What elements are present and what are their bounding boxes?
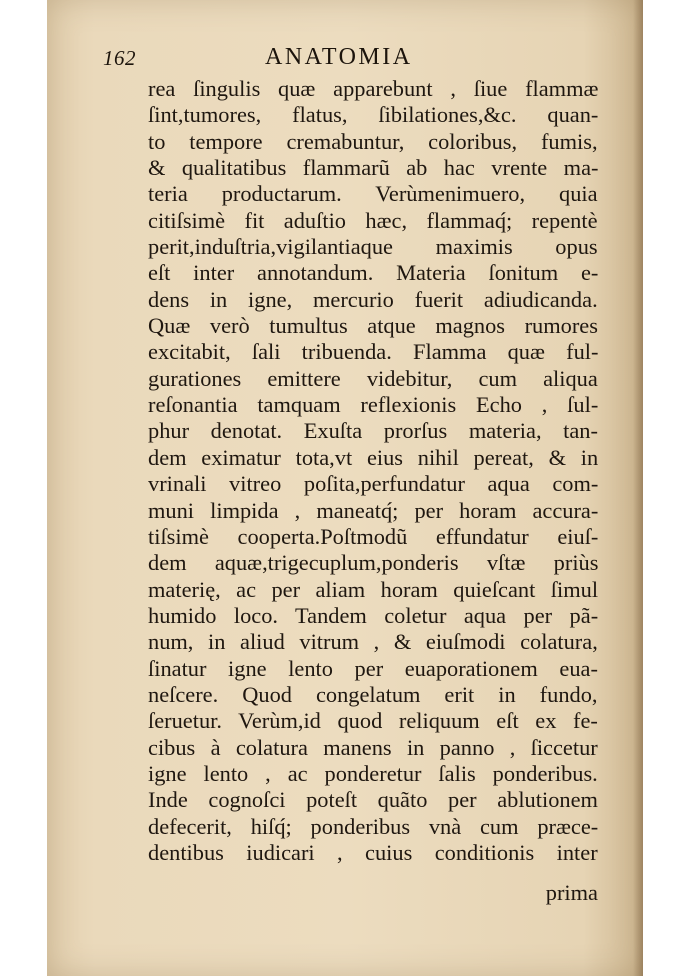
- text-line: & qualitatibus flammarũ ab hac vrente ma-: [148, 155, 599, 181]
- text-line: reſonantia tamquam reflexionis Echo , ſul-: [148, 392, 599, 418]
- text-line: ſeruetur. Verùm,id quod reliquum eſt ex fe-: [148, 708, 598, 734]
- text-line: citiſsimè fit aduſtio hæc, flammaq́; repentè: [148, 207, 598, 233]
- text-line: igne lento , ac ponderetur ſalis ponderibus.: [148, 760, 598, 786]
- text-line: defecerit, hiſq́; ponderibus vnà cum præce-: [148, 813, 599, 839]
- text-line: teria productarum. Verùmenimuero, quia: [148, 181, 598, 207]
- text-line: materię, ac per aliam horam quieſcant ſimul: [148, 576, 599, 602]
- text-line: dens in igne, mercurio fuerit adiudicanda.: [148, 286, 598, 312]
- text-line: to tempore cremabuntur, coloribus, fumis,: [148, 128, 598, 154]
- text-line: gurationes emittere videbitur, cum aliqua: [148, 365, 598, 391]
- catchword: prima: [545, 880, 598, 905]
- text-line: ſint,tumores, flatus, ſibilationes,&c. quan-: [148, 102, 599, 128]
- text-line: tiſsimè cooperta.Poſtmodũ effundatur eiuſ-: [148, 523, 599, 549]
- text-line: excitabit, ſali tribuenda. Flamma quæ ful-: [148, 339, 599, 365]
- text-line: ſinatur igne lento per euaporationem eua-: [148, 655, 598, 681]
- text-line: vrinali vitreo poſita,perfundatur aqua com-: [148, 471, 599, 497]
- text-line: muni limpida , maneatq́; per horam accura-: [148, 497, 599, 523]
- text-line: Quæ verò tumultus atque magnos rumores: [148, 313, 598, 339]
- text-line: humido loco. Tandem coletur aqua per pã-: [148, 602, 599, 628]
- text-line: cibus à colatura manens in panno , ſiccetur: [148, 734, 598, 760]
- text-line: phur denotat. Exuſta prorſus materia, tan-: [148, 418, 598, 444]
- text-line: Inde cognoſci poteſt quãto per ablutionem: [148, 787, 598, 813]
- running-title: ANATOMIA: [265, 44, 413, 70]
- text-line: neſcere. Quod congelatum erit in fundo,: [148, 681, 598, 707]
- text-line: eſt inter annotandum. Materia ſonitum e-: [148, 260, 599, 286]
- running-head: [103, 44, 543, 70]
- body-text: [148, 76, 598, 866]
- text-line: perit,induſtria,vigilantiaque maximis opus: [148, 234, 598, 260]
- page-gutter-shadow: [633, 0, 643, 976]
- text-line: dentibus iudicari , cuius conditionis inter: [148, 839, 598, 865]
- page-number: 162: [103, 46, 136, 70]
- text-line: dem aquæ,trigecuplum,ponderis vſtæ priùs: [148, 550, 599, 576]
- text-line: rea ſingulis quæ apparebunt , ſiue flammæ: [148, 76, 599, 101]
- text-line: num, in aliud vitrum , & eiuſmodi colatura,: [148, 629, 598, 655]
- text-line: dem eximatur tota,vt eius nihil pereat, & in: [148, 444, 599, 470]
